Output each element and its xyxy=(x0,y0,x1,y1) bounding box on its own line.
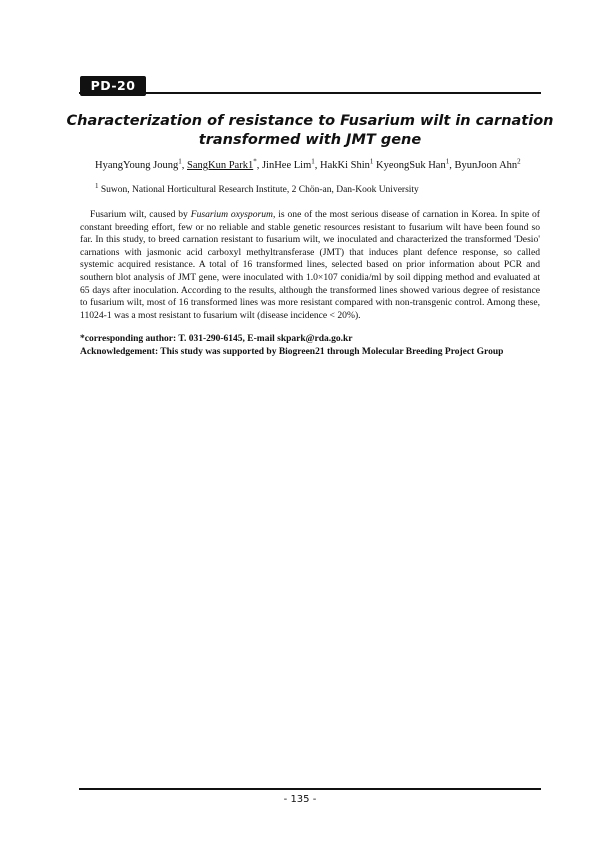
author-name: KyeongSuk Han xyxy=(376,160,446,171)
title-line1-em: Fusarium xyxy=(340,113,415,129)
affiliation-sup: 1 xyxy=(95,181,99,190)
affiliation-text: Suwon, National Horticultural Research Institute, 2 Chön-an, Dan-Kook University xyxy=(98,185,419,195)
affiliation xyxy=(95,181,555,197)
acknowledgement-note: Acknowledgement: This study was supported by Biogreen21 through Molecular Breeding Project Group xyxy=(80,347,504,357)
author-sup: * xyxy=(253,157,257,166)
title-line1-pre: Characterization of resistance to xyxy=(66,113,341,129)
bottom-rule xyxy=(79,788,541,790)
corresponding-author-name: SangKun Park1 xyxy=(187,160,254,171)
abstract xyxy=(80,209,540,322)
author-sup: 1 xyxy=(369,157,374,166)
top-rule xyxy=(79,92,541,94)
author-sup: 2 xyxy=(517,157,521,166)
author-sup: 1 xyxy=(178,157,182,166)
author-name: ByunJoon Ahn xyxy=(454,160,518,171)
author-sup: 1 xyxy=(445,157,450,166)
title-line1-post: wilt in carnation xyxy=(414,113,554,129)
author-name: HyangYoung Joung xyxy=(95,160,179,171)
author-name: JinHee Lim xyxy=(261,160,312,171)
title-line2: transformed with JMT gene xyxy=(198,132,422,148)
notes xyxy=(80,333,550,359)
author-name: HakKi Shin xyxy=(320,160,370,171)
abstract-species: Fusarium oxysporum xyxy=(190,209,273,220)
abstract-pre: Fusarium wilt, caused by xyxy=(90,209,191,220)
corresponding-note: *corresponding author: T. 031-290-6145, E-mail skpark@rda.go.kr xyxy=(80,334,353,344)
author-sup: 1 xyxy=(311,157,315,166)
paper-title xyxy=(60,112,560,150)
session-badge: PD-20 xyxy=(80,76,146,96)
abstract-body: , is one of the most serious disease of carnation in Korea. In spite of constant breeding effort, few or no reliable and stable genetic resources resistant to fusarium wilt have been found so far. In this study, to breed carnation resistant to fusarium wilt, we inoculated and characterized the transformed 'Desio' carnations with jasmonic acid carboxyl methyltransferase (JMT) that induces plant defence response, so called systemic acquired resistance. A total of 16 transformed lines, selected based on prior information about PCR and southern blot analysis of JMT gene, were inoculated with 1.0×107 conidia/ml by soil dipping method and evaluated at 65 days after inoculation. According to the results, although the transformed lines showed various degree of resistance to fusarium wilt, most of 16 transformed lines was more resistant compared with non-transgenic control. Among these, 11024-1 was a most resistant to fusarium wilt (disease incidence < 20%). xyxy=(80,209,540,321)
page-number: - 135 - xyxy=(283,794,317,805)
author-list: HyangYoung Joung$^1$, SangKun Park1*, JinHee Lim$^1$, HakKi Shin$^1$ KyeongSuk Han$^1$, ByunJoon Ahn$^2$ xyxy=(95,157,521,171)
